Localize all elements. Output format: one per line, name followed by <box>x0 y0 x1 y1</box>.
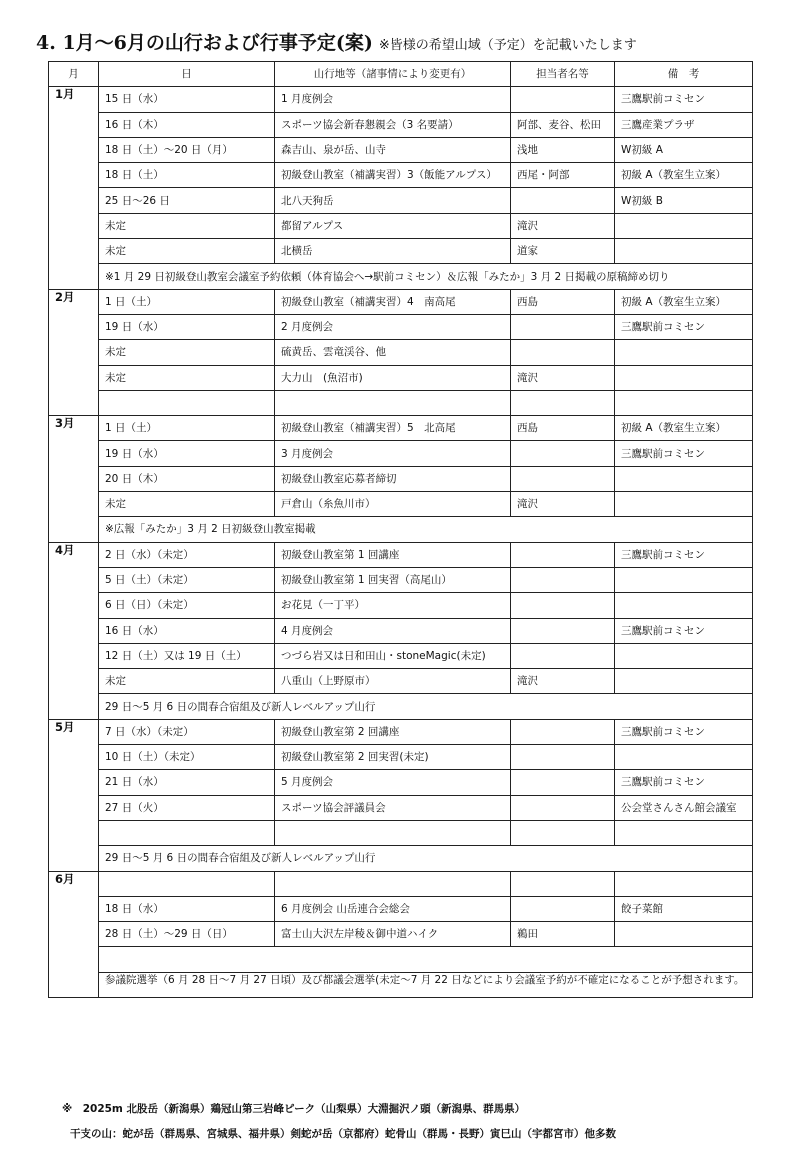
cell-person <box>511 466 615 491</box>
table-row <box>49 163 753 188</box>
cell-destination: 1 月度例会 <box>275 87 511 112</box>
cell-remarks <box>615 340 753 365</box>
cell-date: 18 日（水） <box>99 896 275 921</box>
cell-remarks: 初級 A（教室生立案） <box>615 289 753 314</box>
cell-person <box>511 719 615 744</box>
cell-date <box>99 820 275 845</box>
cell-person: 滝沢 <box>511 492 615 517</box>
cell-date: 未定 <box>99 239 275 264</box>
cell-person <box>511 390 615 415</box>
month-note: ※1 月 29 日初級登山教室会議室予約依頼（体育協会へ→駅前コミセン）＆広報「みたか」3 月 2 日掲載の原稿締め切り <box>99 264 753 289</box>
cell-destination: 森吉山、泉が岳、山寺 <box>275 137 511 162</box>
cell-destination: スポーツ協会新春懇親会（3 名要請） <box>275 112 511 137</box>
cell-date: 7 日（水）（未定） <box>99 719 275 744</box>
cell-destination: 初級登山教室第 2 回講座 <box>275 719 511 744</box>
cell-person: 浅地 <box>511 137 615 162</box>
cell-destination: 北横岳 <box>275 239 511 264</box>
cell-destination: 初級登山教室第 2 回実習(未定) <box>275 745 511 770</box>
title-main: 4. 1月〜6月の山行および行事予定(案) <box>36 32 373 54</box>
table-row <box>49 643 753 668</box>
cell-person <box>511 795 615 820</box>
note-row <box>49 694 753 719</box>
note-row <box>49 947 753 972</box>
cell-person <box>511 871 615 896</box>
cell-person <box>511 188 615 213</box>
table-row <box>49 87 753 112</box>
cell-person <box>511 618 615 643</box>
cell-date: 未定 <box>99 492 275 517</box>
cell-date: 未定 <box>99 365 275 390</box>
header-remarks: 備 考 <box>615 62 753 87</box>
cell-date: 18 日（土）〜20 日（月） <box>99 137 275 162</box>
cell-date: 20 日（木） <box>99 466 275 491</box>
cell-date: 2 日（水）（未定） <box>99 542 275 567</box>
cell-person: 鵜田 <box>511 922 615 947</box>
cell-remarks: 三鷹駅前コミセン <box>615 618 753 643</box>
cell-destination: 初級登山教室第 1 回講座 <box>275 542 511 567</box>
month-label: 6月 <box>49 871 99 997</box>
cell-date: 1 日（土） <box>99 289 275 314</box>
cell-remarks <box>615 567 753 592</box>
month-label: 4月 <box>49 542 99 719</box>
cell-destination: 初級登山教室（補講実習）5 北高尾 <box>275 416 511 441</box>
table-row <box>49 567 753 592</box>
month-label: 2月 <box>49 289 99 415</box>
table-row <box>49 416 753 441</box>
cell-remarks: 三鷹駅前コミセン <box>615 441 753 466</box>
cell-remarks <box>615 593 753 618</box>
title-subnote: ※皆様の希望山域（予定）を記載いたします <box>378 38 637 53</box>
table-row <box>49 314 753 339</box>
cell-remarks: 三鷹駅前コミセン <box>615 542 753 567</box>
cell-remarks: W初級 B <box>615 188 753 213</box>
cell-remarks <box>615 365 753 390</box>
cell-remarks: 餃子菜館 <box>615 896 753 921</box>
month-note <box>99 947 753 972</box>
table-row <box>49 441 753 466</box>
table-row <box>49 289 753 314</box>
header-month: 月 <box>49 62 99 87</box>
cell-remarks: 三鷹駅前コミセン <box>615 719 753 744</box>
cell-remarks: 三鷹駅前コミセン <box>615 770 753 795</box>
cell-remarks <box>615 213 753 238</box>
cell-remarks <box>615 871 753 896</box>
cell-date: 21 日（水） <box>99 770 275 795</box>
cell-destination: 初級登山教室応募者締切 <box>275 466 511 491</box>
cell-destination: 硫黄岳、雲竜渓谷、他 <box>275 340 511 365</box>
cell-date: 6 日（日）（未定） <box>99 593 275 618</box>
cell-person: 滝沢 <box>511 365 615 390</box>
cell-person <box>511 441 615 466</box>
cell-date: 16 日（木） <box>99 112 275 137</box>
cell-destination <box>275 390 511 415</box>
cell-date: 5 日（土）（未定） <box>99 567 275 592</box>
cell-date: 12 日（土）又は 19 日（土） <box>99 643 275 668</box>
table-row <box>49 593 753 618</box>
table-row <box>49 542 753 567</box>
table-row <box>49 188 753 213</box>
table-row <box>49 669 753 694</box>
table-row <box>49 137 753 162</box>
month-note: 29 日〜5 月 6 日の間春合宿組及び新人レベルアップ山行 <box>99 694 753 719</box>
table-row <box>49 390 753 415</box>
table-row <box>49 871 753 896</box>
table-row <box>49 795 753 820</box>
note-row <box>49 972 753 997</box>
cell-remarks: 三鷹産業プラザ <box>615 112 753 137</box>
cell-destination: 5 月度例会 <box>275 770 511 795</box>
cell-person <box>511 314 615 339</box>
note-row <box>49 846 753 871</box>
schedule-body <box>49 87 753 998</box>
cell-person <box>511 542 615 567</box>
cell-remarks <box>615 820 753 845</box>
cell-remarks <box>615 669 753 694</box>
footer-note-1: ※ 2025m 北股岳（新潟県）鶏冠山第三岩峰ピーク（山梨県）大淵掘沢ノ頭（新潟県、群馬県） <box>62 1103 526 1115</box>
cell-destination <box>275 871 511 896</box>
cell-date: 未定 <box>99 340 275 365</box>
cell-remarks <box>615 239 753 264</box>
cell-destination: 富士山大沢左岸稜＆御中道ハイク <box>275 922 511 947</box>
month-note: 参議院選挙（6 月 28 日〜7 月 27 日頃）及び都議会選挙(未定〜7 月 22 日などにより会議室予約が不確定になることが予想されます。 <box>99 972 753 997</box>
cell-person: 西島 <box>511 289 615 314</box>
table-row <box>49 820 753 845</box>
cell-date: 27 日（火） <box>99 795 275 820</box>
cell-person <box>511 87 615 112</box>
cell-remarks <box>615 643 753 668</box>
table-row <box>49 213 753 238</box>
cell-person <box>511 820 615 845</box>
document-title <box>36 28 637 55</box>
cell-date: 16 日（水） <box>99 618 275 643</box>
cell-date: 未定 <box>99 213 275 238</box>
cell-date: 15 日（水） <box>99 87 275 112</box>
cell-destination <box>275 820 511 845</box>
cell-person: 滝沢 <box>511 669 615 694</box>
cell-date: 25 日〜26 日 <box>99 188 275 213</box>
cell-person <box>511 340 615 365</box>
cell-destination: 戸倉山（糸魚川市） <box>275 492 511 517</box>
cell-destination: 6 月度例会 山岳連合会総会 <box>275 896 511 921</box>
cell-destination: 大力山 (魚沼市) <box>275 365 511 390</box>
cell-date: 18 日（土） <box>99 163 275 188</box>
table-header-row <box>49 62 753 87</box>
cell-person <box>511 643 615 668</box>
table-row <box>49 466 753 491</box>
cell-remarks <box>615 390 753 415</box>
table-row <box>49 492 753 517</box>
cell-person: 西島 <box>511 416 615 441</box>
header-date: 日 <box>99 62 275 87</box>
cell-date: 10 日（土）（未定） <box>99 745 275 770</box>
cell-date: 未定 <box>99 669 275 694</box>
cell-person <box>511 593 615 618</box>
table-row <box>49 239 753 264</box>
cell-remarks: 三鷹駅前コミセン <box>615 87 753 112</box>
cell-remarks <box>615 492 753 517</box>
cell-remarks: W初級 A <box>615 137 753 162</box>
cell-destination: 2 月度例会 <box>275 314 511 339</box>
cell-destination: スポーツ協会評議員会 <box>275 795 511 820</box>
cell-destination: 都留アルプス <box>275 213 511 238</box>
cell-date: 28 日（土）〜29 日（日） <box>99 922 275 947</box>
table-row <box>49 112 753 137</box>
cell-remarks: 三鷹駅前コミセン <box>615 314 753 339</box>
cell-remarks: 公会堂さんさん館会議室 <box>615 795 753 820</box>
table-row <box>49 770 753 795</box>
cell-remarks: 初級 A（教室生立案） <box>615 416 753 441</box>
cell-destination: 3 月度例会 <box>275 441 511 466</box>
table-row <box>49 745 753 770</box>
cell-destination: お花見（一丁平） <box>275 593 511 618</box>
table-row <box>49 365 753 390</box>
table-row <box>49 896 753 921</box>
month-note: 29 日〜5 月 6 日の間春合宿組及び新人レベルアップ山行 <box>99 846 753 871</box>
header-person-in-charge: 担当者名等 <box>511 62 615 87</box>
note-row <box>49 517 753 542</box>
month-note: ※広報「みたか」3 月 2 日初級登山教室掲載 <box>99 517 753 542</box>
table-row <box>49 922 753 947</box>
month-label: 3月 <box>49 416 99 542</box>
cell-destination: 初級登山教室第 1 回実習（高尾山） <box>275 567 511 592</box>
cell-person: 道家 <box>511 239 615 264</box>
cell-destination: 初級登山教室（補講実習）3（飯能アルプス） <box>275 163 511 188</box>
schedule-table <box>48 61 753 998</box>
cell-remarks <box>615 466 753 491</box>
cell-person <box>511 567 615 592</box>
cell-remarks <box>615 745 753 770</box>
cell-person: 阿部、麦谷、松田 <box>511 112 615 137</box>
cell-person <box>511 896 615 921</box>
cell-destination: 八重山（上野原市） <box>275 669 511 694</box>
month-label: 5月 <box>49 719 99 871</box>
cell-date: 19 日（水） <box>99 441 275 466</box>
note-row <box>49 264 753 289</box>
cell-date <box>99 871 275 896</box>
cell-remarks: 初級 A（教室生立案） <box>615 163 753 188</box>
table-row <box>49 719 753 744</box>
table-row <box>49 340 753 365</box>
cell-destination: 初級登山教室（補講実習）4 南高尾 <box>275 289 511 314</box>
cell-remarks <box>615 922 753 947</box>
cell-person <box>511 770 615 795</box>
footer-note-2: 干支の山：蛇が岳（群馬県、宮城県、福井県）剣蛇が岳（京都府）蛇骨山（群馬・長野）寅巳山（宇都宮市）他多数 <box>70 1128 616 1140</box>
cell-destination: 4 月度例会 <box>275 618 511 643</box>
cell-date: 19 日（水） <box>99 314 275 339</box>
table-row <box>49 618 753 643</box>
cell-date: 1 日（土） <box>99 416 275 441</box>
header-destination: 山行地等（諸事情により変更有） <box>275 62 511 87</box>
month-label: 1月 <box>49 87 99 289</box>
cell-destination: 北八天狗岳 <box>275 188 511 213</box>
cell-person: 西尾・阿部 <box>511 163 615 188</box>
cell-date <box>99 390 275 415</box>
cell-person: 滝沢 <box>511 213 615 238</box>
cell-destination: つづら岩又は日和田山・stoneMagic(未定) <box>275 643 511 668</box>
cell-person <box>511 745 615 770</box>
